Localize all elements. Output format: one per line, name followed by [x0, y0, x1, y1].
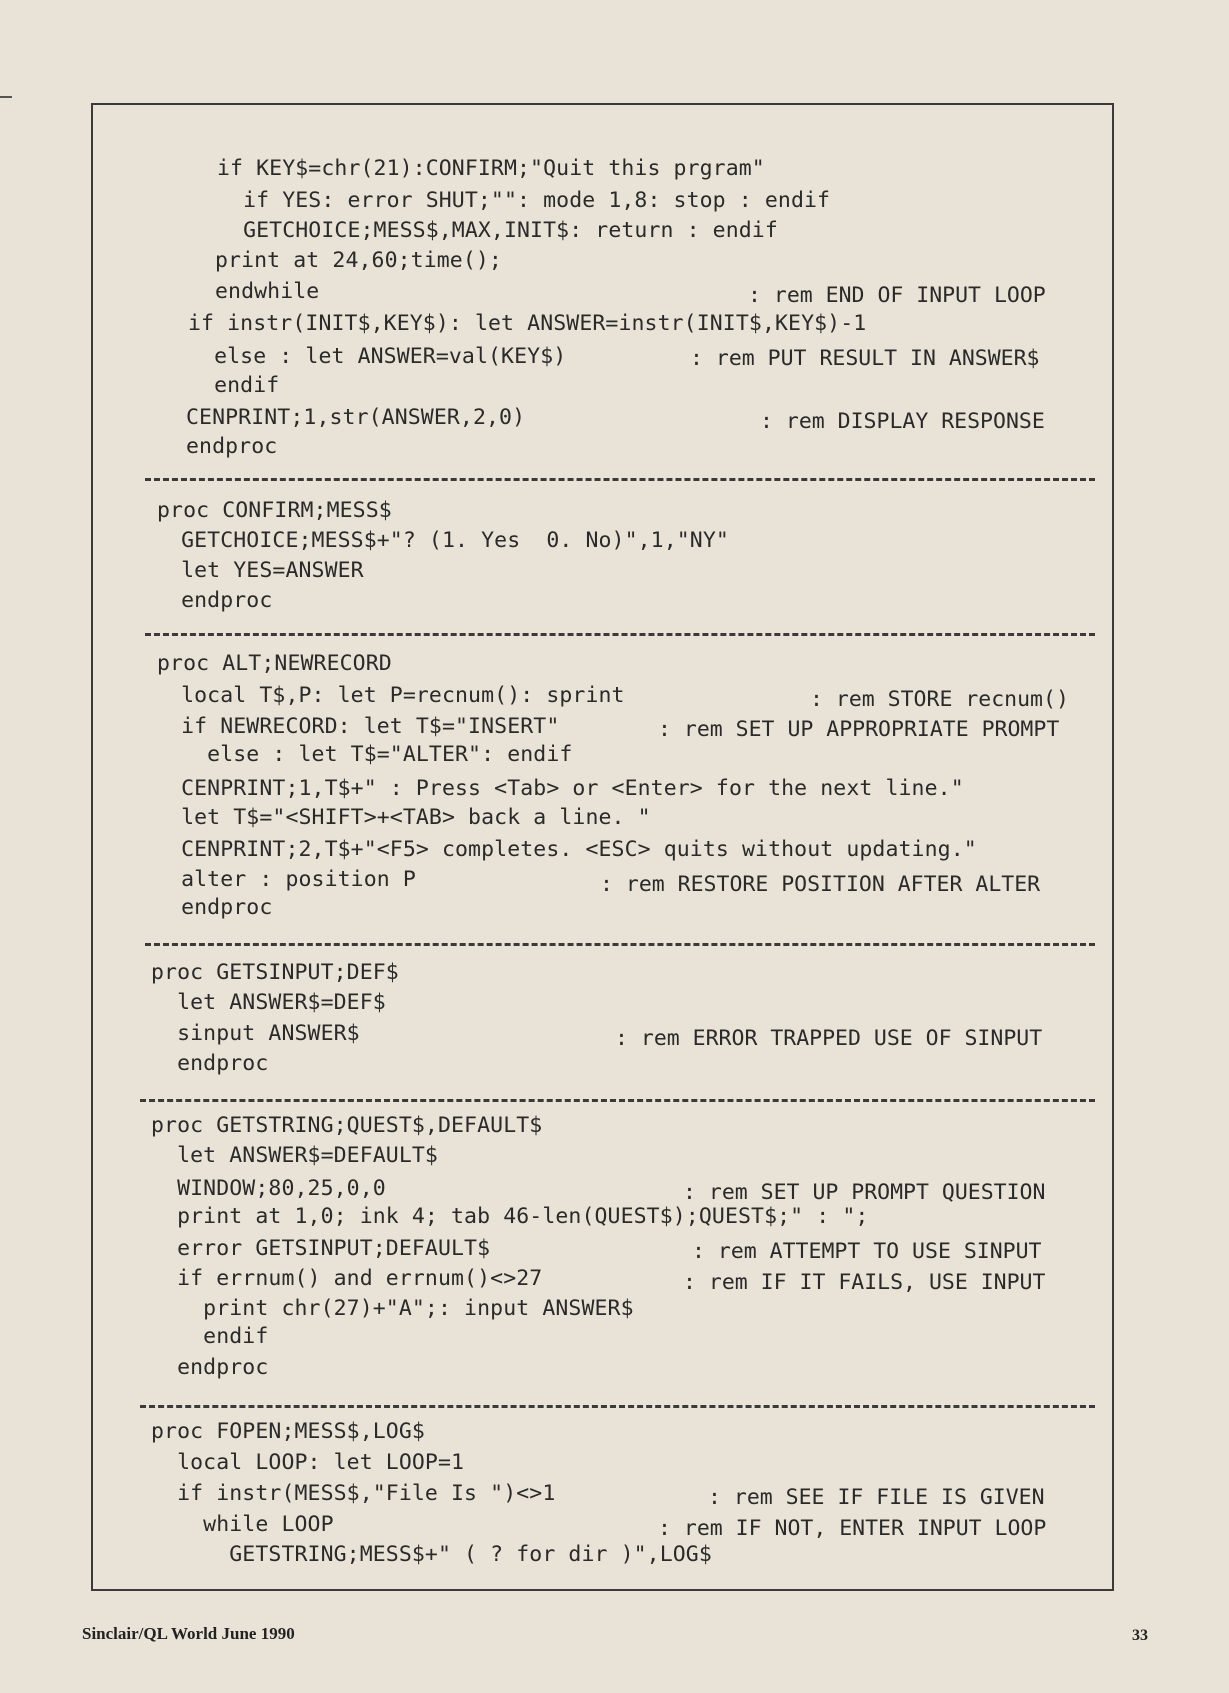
rem-comment: : rem SEE IF FILE IS GIVEN: [708, 1485, 1045, 1510]
divider: [145, 478, 1095, 481]
code-line: let ANSWER$=DEF$: [151, 990, 386, 1015]
rem-comment: : rem ATTEMPT TO USE SINPUT: [692, 1239, 1042, 1264]
margin-tick: [0, 96, 12, 98]
code-line: if NEWRECORD: let T$="INSERT": [155, 714, 560, 739]
code-line: if instr(MESS$,"File Is ")<>1: [151, 1481, 556, 1506]
rem-comment: : rem IF NOT, ENTER INPUT LOOP: [658, 1516, 1047, 1541]
rem-comment: : rem SET UP APPROPRIATE PROMPT: [658, 717, 1060, 742]
code-line: print chr(27)+"A";: input ANSWER$: [151, 1296, 634, 1321]
code-line: proc ALT;NEWRECORD: [157, 651, 392, 676]
code-line: if instr(INIT$,KEY$): let ANSWER=instr(INIT$,KEY$)-1: [188, 311, 867, 336]
rem-comment: : rem DISPLAY RESPONSE: [760, 409, 1045, 434]
code-line: proc GETSTRING;QUEST$,DEFAULT$: [151, 1113, 543, 1138]
code-line: GETSTRING;MESS$+" ( ? for dir )",LOG$: [151, 1542, 712, 1567]
code-line: if YES: error SHUT;"": mode 1,8: stop : endif: [217, 188, 831, 213]
rem-comment: : rem STORE recnum(): [810, 687, 1069, 712]
rem-comment: : rem RESTORE POSITION AFTER ALTER: [600, 872, 1041, 897]
code-line: endwhile: [215, 279, 320, 304]
code-line: endproc: [151, 1051, 269, 1076]
divider: [140, 1405, 1095, 1408]
code-line: if errnum() and errnum()<>27: [151, 1266, 543, 1291]
code-line: proc GETSINPUT;DEF$: [151, 960, 399, 985]
rem-comment: : rem END OF INPUT LOOP: [748, 283, 1046, 308]
rem-comment: : rem SET UP PROMPT QUESTION: [683, 1180, 1046, 1205]
code-line: local T$,P: let P=recnum(): sprint: [155, 683, 625, 708]
code-line: print at 1,0; ink 4; tab 46-len(QUEST$);QUEST$;" : ";: [151, 1204, 869, 1229]
code-line: endproc: [155, 588, 273, 613]
page-number: 33: [1132, 1627, 1148, 1644]
code-line: error GETSINPUT;DEFAULT$: [151, 1236, 491, 1261]
code-line: alter : position P: [155, 867, 416, 892]
code-line: if KEY$=chr(21):CONFIRM;"Quit this prgram": [217, 156, 765, 181]
code-line: endproc: [186, 434, 278, 459]
publication-footer: Sinclair/QL World June 1990: [82, 1624, 295, 1643]
code-line: WINDOW;80,25,0,0: [151, 1176, 386, 1201]
code-line: CENPRINT;1,T$+" : Press <Tab> or <Enter> for the next line.": [155, 776, 964, 801]
code-line: while LOOP: [151, 1512, 334, 1537]
code-line: endif: [188, 373, 280, 398]
code-line: endproc: [155, 895, 273, 920]
code-line: else : let T$="ALTER": endif: [155, 742, 573, 767]
code-line: endproc: [151, 1355, 269, 1380]
code-line: CENPRINT;2,T$+"<F5> completes. <ESC> quits without updating.": [155, 837, 977, 862]
divider: [145, 943, 1095, 946]
code-line: let ANSWER$=DEFAULT$: [151, 1143, 438, 1168]
divider: [140, 1099, 1095, 1102]
code-line: CENPRINT;1,str(ANSWER,2,0): [186, 405, 526, 430]
code-line: proc FOPEN;MESS$,LOG$: [151, 1419, 425, 1444]
code-line: GETCHOICE;MESS$,MAX,INIT$: return : endif: [217, 218, 778, 243]
code-line: print at 24,60;time();: [215, 248, 502, 273]
code-line: endif: [151, 1324, 269, 1349]
code-line: let YES=ANSWER: [155, 558, 364, 583]
code-line: else : let ANSWER=val(KEY$): [188, 344, 567, 369]
rem-comment: : rem IF IT FAILS, USE INPUT: [683, 1270, 1046, 1295]
divider: [145, 633, 1095, 636]
rem-comment: : rem PUT RESULT IN ANSWER$: [690, 346, 1040, 371]
code-line: proc CONFIRM;MESS$: [157, 498, 392, 523]
code-line: let T$="<SHIFT>+<TAB> back a line. ": [155, 805, 651, 830]
code-line: sinput ANSWER$: [151, 1021, 360, 1046]
code-line: local LOOP: let LOOP=1: [151, 1450, 465, 1475]
rem-comment: : rem ERROR TRAPPED USE OF SINPUT: [615, 1026, 1043, 1051]
code-line: GETCHOICE;MESS$+"? (1. Yes 0. No)",1,"NY": [155, 528, 729, 553]
